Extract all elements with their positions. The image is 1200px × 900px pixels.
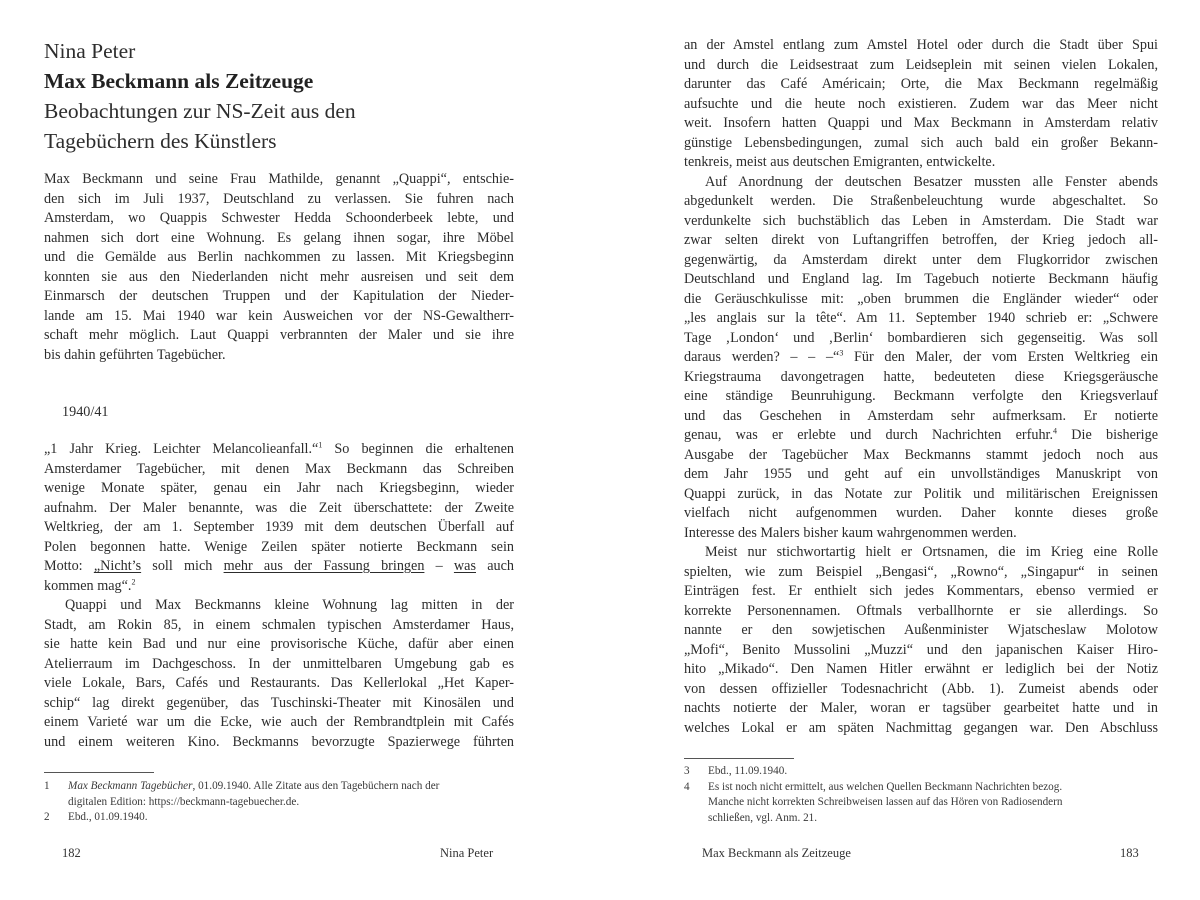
- underlined-text: mehr aus der Fassung bringen: [223, 558, 425, 574]
- running-head: Nina Peter: [440, 846, 494, 860]
- text-line: die Geräuschkulisse mit: „oben brummen die Engländer wieder“ oder: [684, 290, 1158, 307]
- text-line: und einem weiteren Kino. Beckmanns bevorzugte Spazierwege führten: [44, 733, 514, 750]
- text-line: weit. Insofern hatten Quappi und Max Beckmann in Amsterdam relativ: [684, 115, 1158, 131]
- footnote-ref[interactable]: 3: [839, 348, 844, 358]
- text-line: wenige Monate später, genau ein Jahr nach Kriegsbeginn, wieder: [44, 480, 514, 496]
- intro-paragraph: [44, 170, 514, 365]
- text-line: nachts notierte der Maler, woran er tagsüber gearbeitet hatte und in: [684, 700, 1158, 716]
- text-line: genau, was er erlebte und durch Nachrichten erfuhr.$^4$ Die bisherige: [684, 426, 1158, 443]
- right-page: [684, 0, 1158, 900]
- chapter-author: Nina Peter: [44, 39, 136, 63]
- footnotes: [44, 779, 514, 826]
- text-line: spielten, wie zum Beispiel „Bengasi“, „Rowno“, „Singapur“ in seinen: [684, 563, 1158, 580]
- running-head: Max Beckmann als Zeitzeuge: [702, 846, 851, 860]
- text-line: Interesse des Malers bisher kaum wahrgenommen werden.: [684, 524, 1017, 541]
- text-line: aufnahm. Der Maler benannte, was die Zeit überschattete: der Zweite: [44, 499, 514, 516]
- text-line: darunter das Café Américain; Orte, die Max Beckmann regelmäßig: [684, 76, 1158, 92]
- text-line: nahmen sich dort eine Wohnung. Es gelang ihnen sogar, ihre Möbel: [44, 229, 514, 246]
- section-heading: 1940/41: [62, 404, 109, 420]
- footnotes: [684, 764, 1158, 826]
- page-number: 183: [1120, 846, 1139, 860]
- text-line: eine ständige Beunruhigung. Beckmann verfolgte den Kriegsverlauf: [684, 388, 1158, 404]
- text-line: an der Amstel entlang zum Amstel Hotel oder durch die Stadt über Spui: [684, 37, 1158, 53]
- text-line: gegenwärtig, da Amsterdam direkt unter dem Flugkorridor zwischen: [684, 251, 1158, 268]
- text-line: lande am 15. Mai 1940 war kein Ausweichen vor der NS-Gewaltherr-: [44, 307, 514, 324]
- footnote-divider: [44, 772, 154, 773]
- text-line: welches Lokal er am späten Nachmittag gegangen war. Den Abschluss: [684, 719, 1158, 736]
- footnote: 4 Es ist noch nicht ermittelt, aus welchen Quellen Beckmann Nachrichten bezog. Manche nicht korrekten Schreibweisen lassen auf das Hören von Radiosendern schließen, vgl. Anm. 21.: [684, 780, 1063, 824]
- text-line: tenkreis, meist aus deutschen Emigranten, entwickelte.: [684, 154, 996, 170]
- text-line: den sich im Juli 1937, Deutschland zu verlassen. Sie fuhren nach: [44, 190, 514, 207]
- text-line: einem Varieté war um die Ecke, wie auch der Rembrandtplein mit Cafés: [44, 714, 514, 730]
- text-line: „les anglais sur la tête“. Am 11. September 1940 schrieb er: „Schwere: [684, 310, 1158, 326]
- text-line: Amsterdam, wo Quappis Schwester Hedda Schoonderbeek lebte, und: [44, 210, 514, 226]
- text-line: bis dahin geführten Tagebücher.: [44, 346, 226, 363]
- chapter-subtitle-line-2: Tagebüchern des Künstlers: [44, 129, 277, 153]
- text-line: Deutschland und England lag. Im Tagebuch notierte Beckmann häufig: [684, 271, 1158, 287]
- chapter-subtitle-line-1: Beobachtungen zur NS-Zeit aus den: [44, 99, 356, 123]
- text-line: „Mofi“, Benito Mussolini „Muzzi“ und den japanischen Kaiser Hiro-: [684, 641, 1158, 658]
- text-line: von dessen offizieller Todesnachricht (Abb. 1). Zumeist abends oder: [684, 680, 1158, 697]
- footnote-ref[interactable]: 1: [318, 440, 323, 450]
- text-line: kommen mag“.$^2$: [44, 576, 136, 594]
- text-line: verdunkelte sich buchstäblich das Leben in Amsterdam. Die Stadt war: [684, 212, 1158, 229]
- text-line: Einmarsch der deutschen Truppen und der Kapitulation der Nieder-: [44, 288, 514, 304]
- text-line: und durch die Leidsestraat zum Leidseplein mit seinen vielen Lokalen,: [684, 56, 1158, 73]
- footnote-ref[interactable]: 2: [131, 576, 136, 586]
- left-page: [44, 0, 514, 900]
- text-line: dem Jahr 1955 und geht auf ein unvollständiges Manuskript von: [684, 466, 1158, 482]
- footnote: 3 Ebd., 11.09.1940.: [684, 765, 788, 777]
- text-line: Quappi zurück, in das Notate zur Politik und militärischen Ereignissen: [684, 485, 1158, 502]
- footnote: 2 Ebd., 01.09.1940.: [44, 811, 148, 823]
- text-line: Amsterdamer Tagebücher, mit denen Max Beckmann das Schreiben: [44, 460, 514, 477]
- text-line: günstige Lebensbedingungen, zumal sich auch bald ein großer Bekann-: [684, 134, 1158, 151]
- text-line-with-underlines: Motto: „Nicht’s soll mich mehr aus der Fassung bringen – was auch: [44, 558, 514, 574]
- text-line: viele Lokale, Bars, Cafés und Restaurants. Das Kellerlokal „Het Kaper-: [44, 675, 514, 691]
- text-line: schip“ lag direkt gegenüber, das Tuschinski-Theater mit Kinosälen und: [44, 694, 514, 711]
- text-line: hito „Mikado“. Den Namen Hitler erwähnt er lediglich bei der Notiz: [684, 661, 1158, 677]
- page-number: 182: [62, 846, 81, 860]
- text-line: Polen begonnen hatte. Wenige Zeilen später notierte Beckmann sein: [44, 538, 514, 555]
- text-line: konnten sie aus den Niederlanden nicht mehr ausreisen und seit dem: [44, 268, 514, 285]
- text-line: und die Gemälde aus Berlin nachkommen zu lassen. Mit Kriegsbeginn: [44, 249, 514, 265]
- text-line: zwar selten direkt von Luftangriffen betroffen, der Krieg jedoch all-: [684, 232, 1158, 248]
- chapter-title: Max Beckmann als Zeitzeuge: [44, 69, 314, 93]
- text-line: Einträgen fest. Er enthielt sich jedes Kommentars, ebenso vermied er: [684, 583, 1158, 599]
- text-line: aufsuchte und die heute noch existieren. Zudem war das Meer nicht: [684, 95, 1158, 112]
- body-paragraph-2: [44, 596, 514, 752]
- text-line: Max Beckmann und seine Frau Mathilde, genannt „Quappi“, entschie-: [44, 171, 514, 187]
- body-paragraph-1: [44, 440, 514, 596]
- text-line: Atelierraum im Dachgeschoss. In der unmittelbaren Umgebung gab es: [44, 655, 514, 672]
- text-line: Ausgabe der Tagebücher Max Beckmanns stammt jedoch noch aus: [684, 446, 1158, 463]
- body-paragraph-3: [684, 36, 1158, 738]
- text-line: nannte er den sowjetischen Außenminister Wjatscheslaw Molotow: [684, 622, 1158, 638]
- text-line: schaft mehr möglich. Laut Quappi verbrannten der Maler und sie ihre: [44, 327, 514, 343]
- underlined-text: „Nicht’s: [93, 558, 142, 574]
- text-line: daraus werden? – – –“$^3$ Für den Maler, der vom Ersten Weltkrieg ein: [684, 348, 1158, 365]
- text-line: Kriegstrauma davongetragen hatte, bedeuteten diese Kriegsgeräusche: [684, 368, 1158, 385]
- chapter-header: [44, 36, 514, 156]
- text-line: korrekte Personennamen. Oftmals verballhornte er sie allerdings. So: [684, 602, 1158, 619]
- text-line: Stadt, am Rokin 85, in einem schmalen typischen Amsterdamer Haus,: [44, 616, 514, 633]
- text-line: und das Geschehen in Amsterdam sehr aufmerksam. Er notierte: [684, 407, 1158, 424]
- text-line: vielfach nicht aufgenommen wurden. Daher konnte dieses große: [684, 505, 1158, 521]
- text-line: „1 Jahr Krieg. Leichter Melancolieanfall.“$^1$ So beginnen die erhaltenen: [44, 440, 514, 457]
- text-line: abgedunkelt werden. Die Straßenbeleuchtung wurde abgeschaltet. So: [684, 193, 1158, 209]
- text-line: Weltkrieg, der am 1. September 1939 mit dem deutschen Überfall auf: [44, 519, 514, 535]
- footnote: 1 Max Beckmann Tagebücher, 01.09.1940. Alle Zitate aus den Tagebüchern nach der digitalen Edition: https://beckmann-tagebuecher.de.: [44, 780, 440, 808]
- footnote-ref[interactable]: 4: [1053, 426, 1058, 436]
- text-line: Meist nur stichwortartig hielt er Ortsnamen, die im Krieg eine Rolle: [705, 544, 1158, 560]
- footnote-divider: [684, 758, 794, 759]
- text-line: sie hatte kein Bad und nur eine provisorische Küche, dafür aber einen: [44, 636, 514, 652]
- text-line: Quappi und Max Beckmanns kleine Wohnung lag mitten in der: [65, 597, 514, 613]
- text-line: Tage ‚London‘ und ‚Berlin‘ bombardieren sich gegenseitig. Was soll: [684, 329, 1158, 346]
- underlined-text: was: [453, 558, 476, 574]
- text-line: Auf Anordnung der deutschen Besatzer mussten alle Fenster abends: [705, 173, 1158, 190]
